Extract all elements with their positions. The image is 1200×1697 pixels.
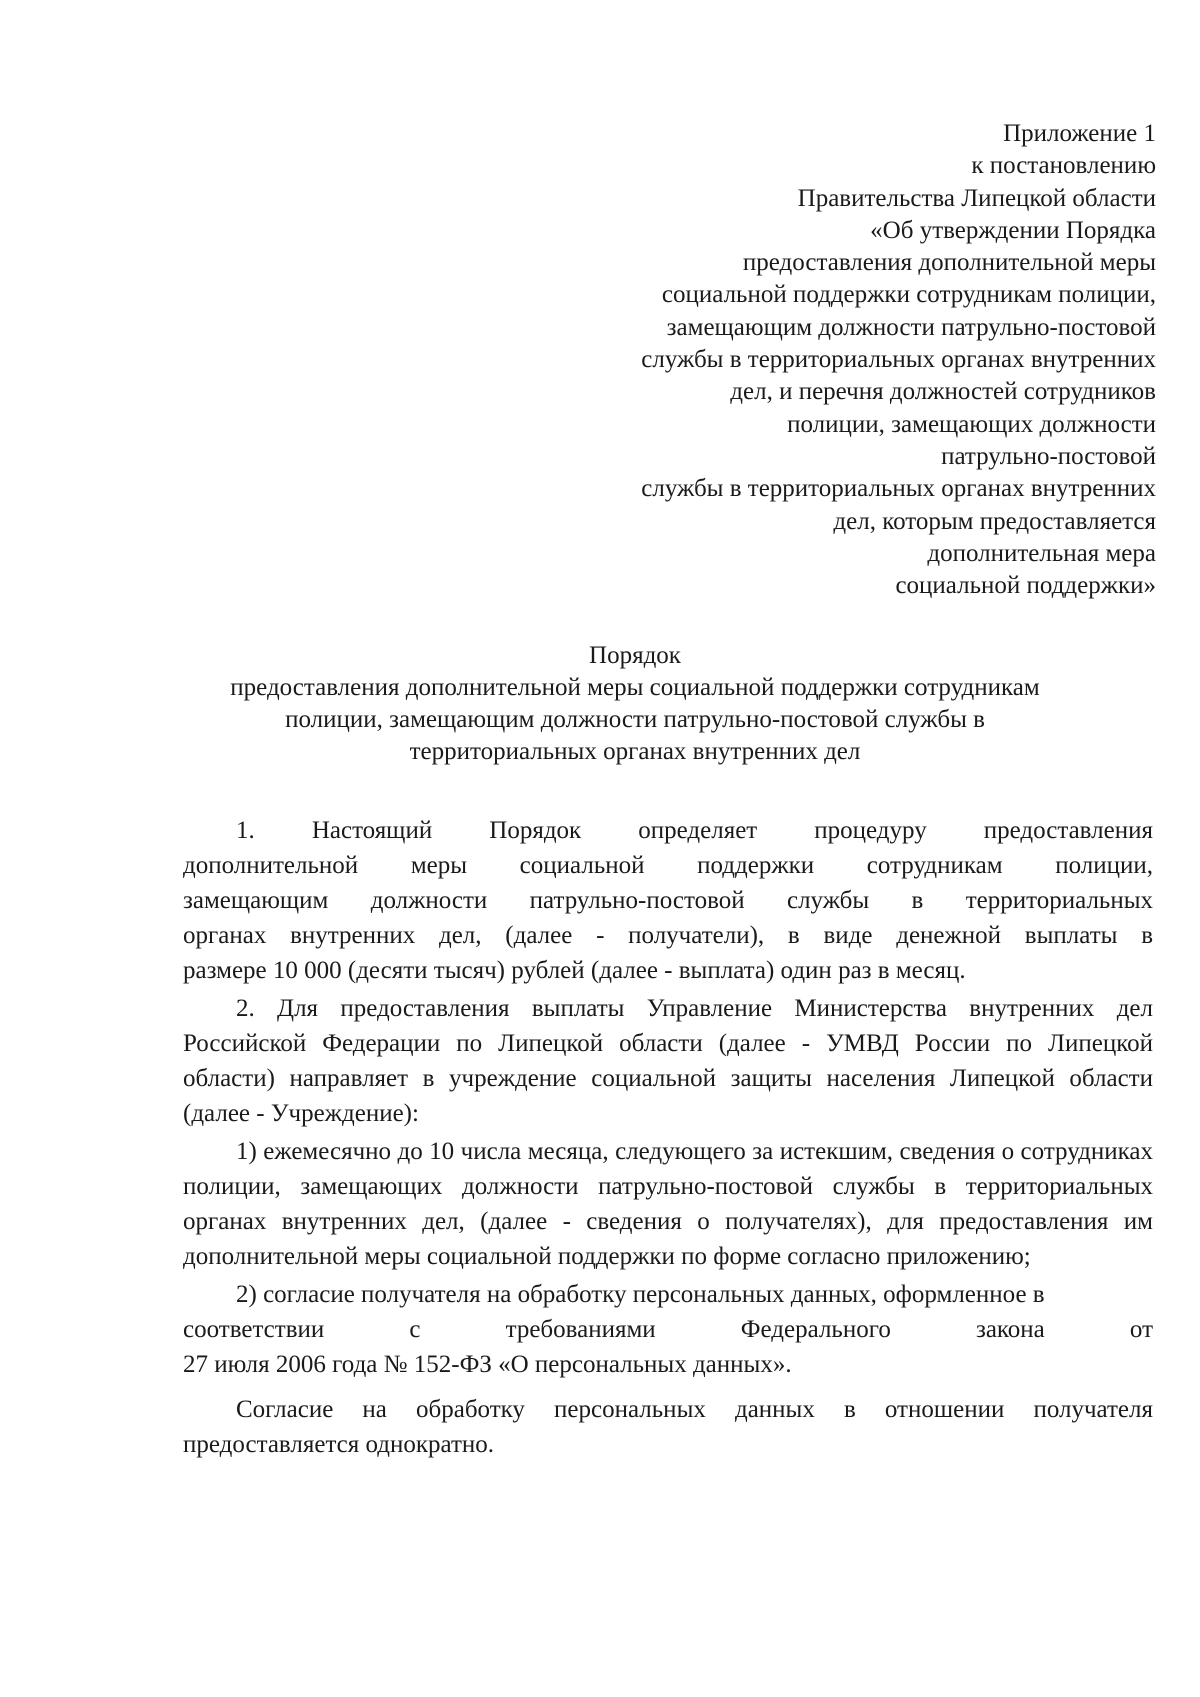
appendix-line: предоставления дополнительной меры xyxy=(742,249,1156,277)
appendix-line: замещающим должности патрульно-постовой xyxy=(666,313,1156,341)
appendix-line: дел, которым предоставляется xyxy=(833,507,1156,535)
title-line: полиции, замещающим должности патрульно-постовой службы в xyxy=(285,706,985,733)
paragraph-1-line: дополнительной меры социальной поддержки сотрудникам полиции, xyxy=(183,852,1153,879)
paragraph-1-line: 1. Настоящий Порядок определяет процедуру предоставления xyxy=(236,817,1153,844)
document-title xyxy=(195,640,1075,768)
document-body xyxy=(183,813,1153,1462)
appendix-line: службы в территориальных органах внутренних xyxy=(641,475,1156,503)
paragraph-5: Согласие на обработку персональных данных в отношении получателя предоставляется однократно. xyxy=(183,1396,1153,1458)
paragraph-4-line: 2) согласие получателя на обработку персональных данных, оформленное в xyxy=(236,1281,1045,1308)
title-line: территориальных органах внутренних дел xyxy=(409,738,861,765)
appendix-line: к постановлению xyxy=(971,152,1156,180)
paragraph-2: 2. Для предоставления выплаты Управление Министерства внутренних дел Российской Федерации по Липецкой области (далее - УМВД России по Липецкой области) направляет в учреждение социальной защиты населения Липецкой области (далее - Учреждение): xyxy=(183,995,1153,1127)
appendix-line: Правительства Липецкой области xyxy=(797,184,1156,212)
appendix-line: дел, и перечня должностей сотрудников xyxy=(730,378,1156,406)
title-heading: Порядок xyxy=(589,642,681,669)
paragraph-4-line: соответствии с требованиями Федерального закона от xyxy=(183,1316,1153,1343)
title-line: предоставления дополнительной меры социальной поддержки сотрудникам xyxy=(230,674,1040,701)
paragraph-4 xyxy=(183,1277,1153,1382)
appendix-line: социальной поддержки сотрудникам полиции, xyxy=(661,281,1156,309)
appendix-line: социальной поддержки» xyxy=(895,572,1156,600)
paragraph-3: 1) ежемесячно до 10 числа месяца, следующего за истекшим, сведения о сотрудниках полиции, замещающих должности патрульно-постовой службы в территориальных органах внутренних дел, (далее - сведения о получателях), для предоставления им дополнительной меры социальной поддержки по форме согласно приложению; xyxy=(183,1138,1153,1270)
appendix-header xyxy=(456,118,1156,602)
paragraph-1-line: размере 10 000 (десяти тысяч) рублей (далее - выплата) один раз в месяц. xyxy=(183,957,966,984)
appendix-line: патрульно-постовой xyxy=(941,442,1156,470)
paragraph-1-line: органах внутренних дел, (далее - получатели), в виде денежной выплаты в xyxy=(183,922,1153,949)
appendix-line: полиции, замещающих должности xyxy=(787,410,1156,438)
paragraph-4-line: 27 июля 2006 года № 152-ФЗ «О персональных данных». xyxy=(183,1351,792,1378)
appendix-line: «Об утверждении Порядка xyxy=(870,216,1156,244)
paragraph-1-line: замещающим должности патрульно-постовой службы в территориальных xyxy=(183,887,1153,914)
appendix-line: дополнительная мера xyxy=(927,539,1156,567)
appendix-line: службы в территориальных органах внутренних xyxy=(641,346,1156,374)
paragraph-1 xyxy=(183,813,1153,988)
appendix-line: Приложение 1 xyxy=(1003,120,1156,147)
